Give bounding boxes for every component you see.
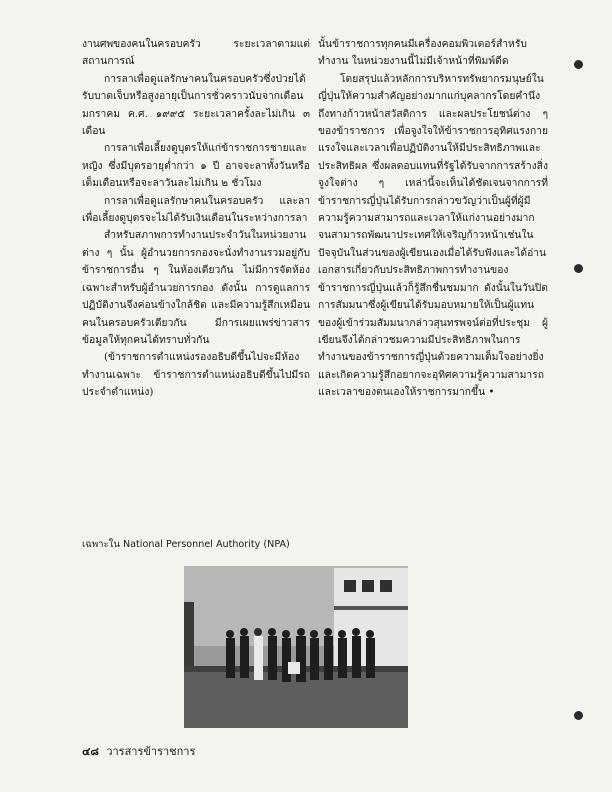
paragraph: การลาเพื่อดูแลรักษาคนในครอบครัวซึ่งป่วยได้รับบาดเจ็บหรือสูงอายุเป็นการชั่วคราวนับจากเดือนมกราคม ค.ศ. ๑๙๙๕ ระยะเวลาครั้งละไม่เกิน ๓ เดือน <box>82 72 310 138</box>
paragraph: การลาเพื่อดูแลรักษาคนในครอบครัว และลาเพื่อเลี้ยงดูบุตรจะไม่ได้รับเงินเดือนในระหว่างการลา <box>82 194 310 225</box>
page-footer <box>82 742 195 760</box>
paragraph: โดยสรุปแล้วหลักการบริหารทรัพยากรมนุษย์ในญี่ปุ่นให้ความสำคัญอย่างมากแก่บุคลากรโดยคำนึงถึงทางก้าวหน้าสวัสดิการ และผลประโยชน์ต่าง ๆ ของข้าราชการ เพื่อจูงใจให้ข้าราชการอุทิศแรงกาย แรงใจและเวลาเพื่อปฏิบัติงานให้มีประสิทธิภาพและประสิทธิผล ซึ่งผลตอบแทนที่รัฐได้รับจากการสร้างสิ่งจูงใจต่าง ๆ เหล่านี้จะเห็นได้ชัดเจนจากการที่ข้าราชการญี่ปุ่นได้รับการกล่าวขวัญว่าเป็นผู้ที่ผู้มีความรู้ความสามารถและเวลาให้แก่งานอย่างมาก จนสามารถพัฒนาประเทศให้เจริญก้าวหน้าเช่นในปัจจุบันในส่วนของผู้เขียนเองเมื่อได้รับฟังและได้อ่านเอกสารเกี่ยวกับประสิทธิภาพการทำงานของข้าราชการญี่ปุ่นแล้วก็รู้สึกชื่นชมมาก ดังนั้นในวันปิดการสัมมนาซึ่งผู้เขียนได้รับมอบหมายให้เป็นผู้แทนของผู้เข้าร่วมสัมมนากล่าวสุนทรพจน์ต่อที่ประชุม ผู้เขียนจึงได้กล่าวชมความมีประสิทธิภาพในการทำงานของข้าราชการญี่ปุ่นด้วยความเต็มใจอย่างยิ่งและเกิดความรู้สึกอยากจะอุทิศความรู้ความสามารถและเวลาของตนเองให้ราชการมากขึ้น • <box>318 72 548 399</box>
ship-deck-group-photo <box>184 566 408 728</box>
binding-hole-dot <box>574 60 583 69</box>
caption-source: National Personnel Authority (NPA) <box>122 539 290 550</box>
paragraph: การลาเพื่อเลี้ยงดูบุตรให้แก่ข้าราชการชายและหญิง ซึ่งมีบุตรอายุต่ำกว่า ๑ ปี อาจจะลาทั้งวันหรือเต็มเดือนหรือจะลาวันละไม่เกิน ๒ ชั่วโมง <box>82 142 310 190</box>
photo-source-caption <box>82 537 290 552</box>
paragraph: งานศพของคนในครอบครัว ระยะเวลาตามแต่สถานการณ์ <box>82 38 310 68</box>
paragraph: (ข้าราชการตำแหน่งรองอธิบดีขึ้นไปจะมีห้องทำงานเฉพาะ ข้าราชการตำแหน่งอธิบดีขึ้นไปมีรถประจำตำแหน่ง) <box>82 351 310 399</box>
binding-hole-dot <box>574 264 583 273</box>
binding-hole-dot <box>574 711 583 720</box>
left-column <box>82 36 310 402</box>
publication-name: วารสารข้าราชการ <box>106 745 196 758</box>
right-column <box>318 36 548 402</box>
paragraph: นั้นข้าราชการทุกคนมีเครื่องคอมพิวเตอร์สำหรับทำงาน ในหน่วยงานนี้ไม่มีเจ้าหน้าที่พิมพ์ดีด <box>318 38 527 68</box>
caption-prefix: เฉพาะใน <box>82 539 120 550</box>
page-number: ๔๘ <box>82 745 99 758</box>
paragraph: สำหรับสภาพการทำงานประจำวันในหน่วยงานต่าง ๆ นั้น ผู้อำนวยการกองจะนั่งทำงานรวมอยู่กับข้าราชการอื่น ๆ ในห้องเดียวกัน ไม่มีการจัดห้องเฉพาะสำหรับผู้อำนวยการกอง ดังนั้น การดูแลการปฏิบัติงานจึงค่อนข้างใกล้ชิด และมีความรู้สึกเหมือนคนในครอบครัวเดียวกัน มีการเผยแพร่ข่าวสารข้อมูลให้ทุกคนได้ทราบทั่วกัน <box>82 229 310 346</box>
group-photo-image <box>184 566 408 728</box>
